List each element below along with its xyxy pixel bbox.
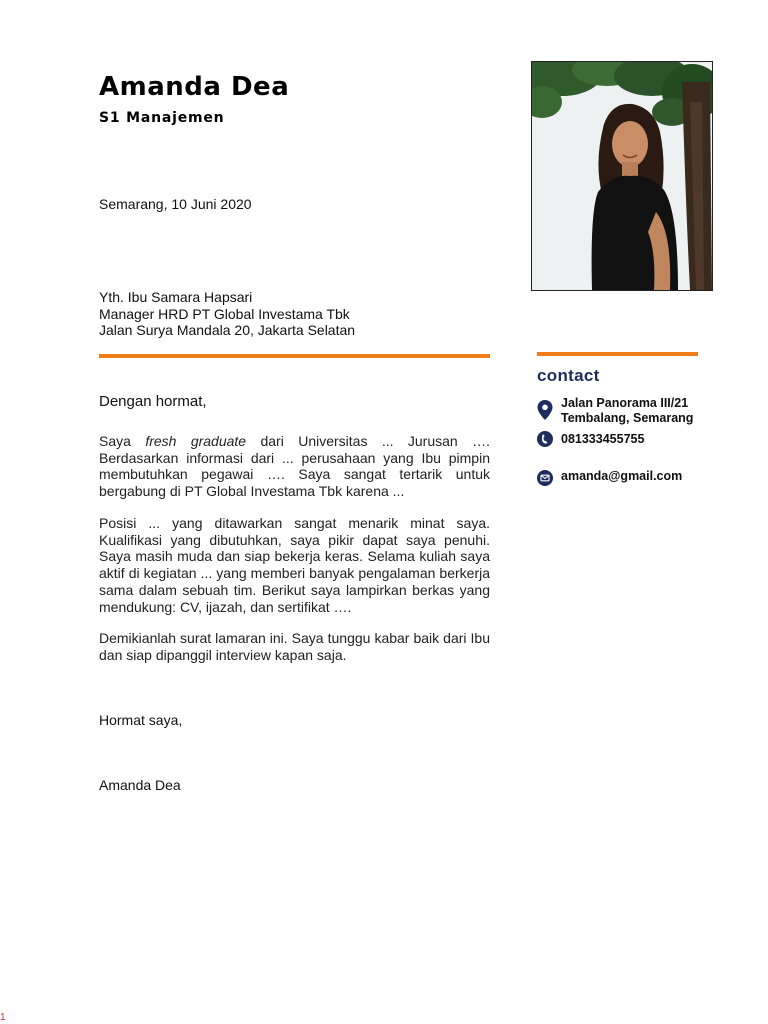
contact-email[interactable]: amanda@gmail.com [561,469,683,483]
applicant-name: Amanda Dea [99,72,290,102]
letter-greeting: Dengan hormat, [99,393,207,410]
contact-address [561,396,693,426]
contact-heading: contact [537,366,600,385]
recipient-address [99,289,355,339]
profile-photo [531,61,713,291]
letter-paragraph-1 [99,433,490,500]
letter-date: Semarang, 10 Juni 2020 [99,196,252,212]
phone-icon [537,431,553,447]
paragraph-text: dari Universitas ... Jurusan …. Berdasarkan informasi dari ... perusahaan yang Ibu pimpin membutuhkan pegawai …. Saya sangat tertarik untuk bergabung di PT Global Investama Tbk karena ... [99,433,490,500]
location-pin-icon [537,400,553,416]
letter-paragraph-2: Posisi ... yang ditawarkan sangat menarik minat saya. Kualifikasi yang dibutuhkan, saya pikir dapat saya penuhi. Saya masih muda dan siap bekerja keras. Selama kuliah saya aktif di kegiatan ... yang memberi banyak pengalaman berkerja sama dalam sebuah tim. Berikut saya lampirkan berkas yang mendukung: CV, ijazah, dan sertifikat …. [99,515,490,615]
page-edge-mark: 1 [0,1012,6,1023]
paragraph-text: Saya [99,433,146,449]
recipient-line: Yth. Ibu Samara Hapsari [99,289,253,305]
letter-closing: Hormat saya, [99,712,183,728]
accent-divider-left [99,354,490,358]
contact-phone[interactable]: 081333455755 [561,432,645,446]
paragraph-emphasis: fresh graduate [145,433,247,449]
letter-signature: Amanda Dea [99,777,181,793]
recipient-line: Manager HRD PT Global Investama Tbk [99,305,350,322]
accent-divider-right [537,352,698,356]
recipient-line: Jalan Surya Mandala 20, Jakarta Selatan [99,322,356,338]
profile-photo-illustration [532,62,712,290]
letter-paragraph-3: Demikianlah surat lamaran ini. Saya tunggu kabar baik dari Ibu dan siap dipanggil interview kapan saja. [99,630,490,663]
address-line: Jalan Panorama III/21 [561,396,689,410]
email-icon [537,470,553,486]
applicant-degree: S1 Manajemen [99,110,225,126]
address-line: Tembalang, Semarang [561,411,694,425]
